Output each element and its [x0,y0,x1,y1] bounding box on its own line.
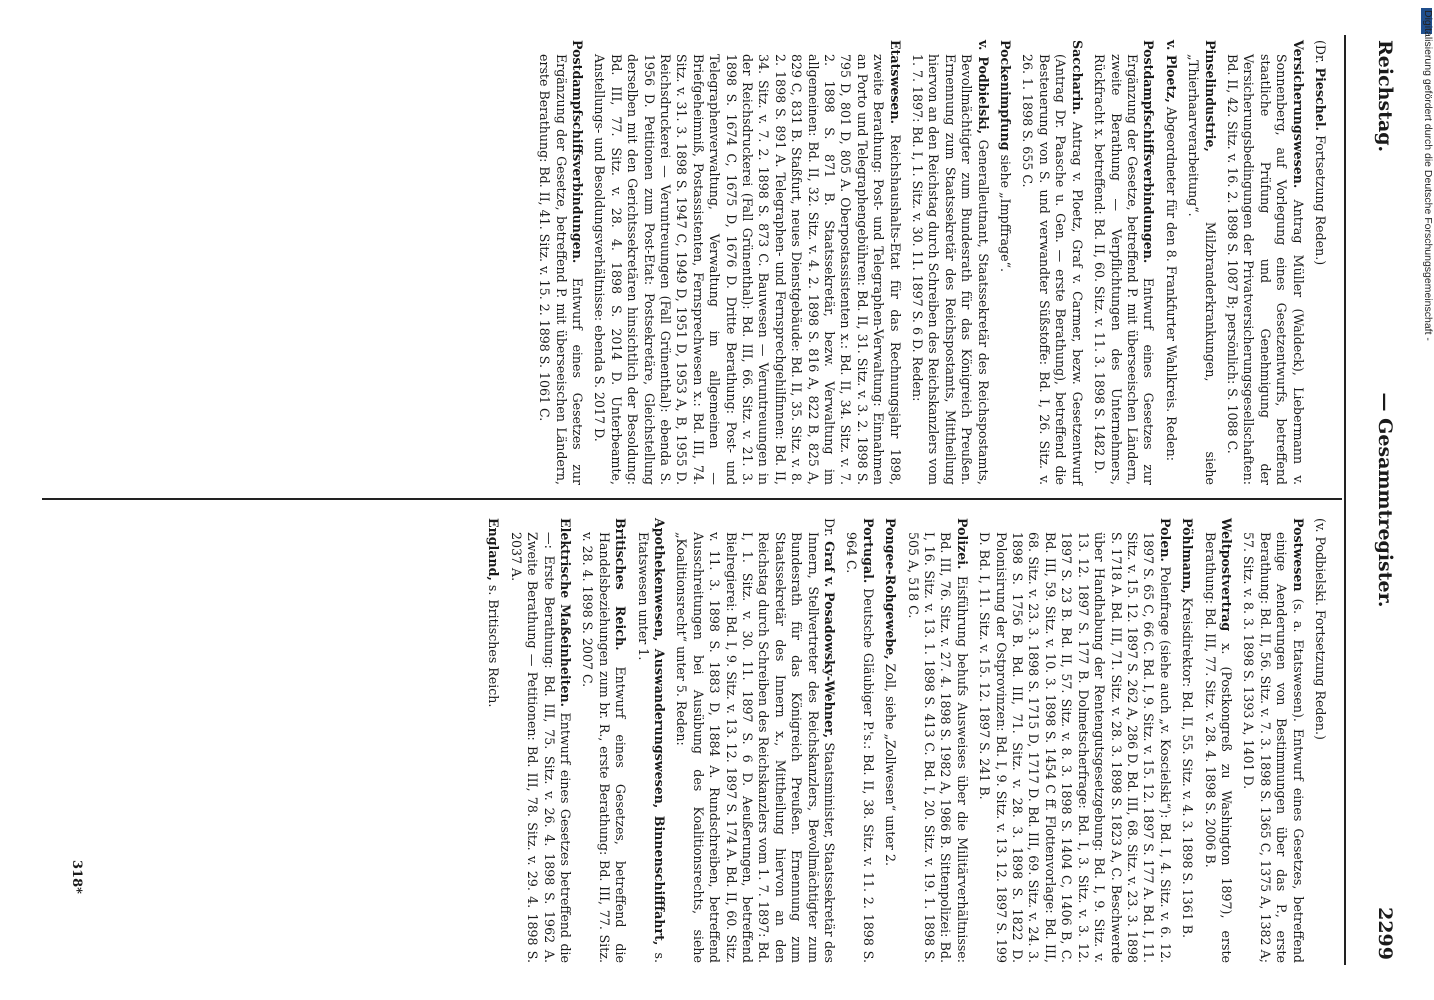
entry-text: Generalleutnant, Staatssekretär des Reichspostamts, Bevollmächtigter zum Bundesrath für das Königreich Preußen. Ernennung zum Staatssekretär des Reichspostamts, Mittheilung hiervon an den Reichstag durch Schreiben des Reichskanzlers vom 1. 7. 1897: Bd. I, 1. Sitz. v. 30. 11. 1897 S. 6 D. Reden: [910,54,991,485]
register-entry [1312,518,1328,963]
entry-text: Antrag Müller (Waldeck), Liebermann v. Sonnenberg, auf Vorlegung eines Gesetzentwurfs, betreffend staatliche Prüfung und Genehmigung der Versicherungsbedingungen der Privatversicherungsgesellschaften: Bd. II, 42. Sitz. v. 16. 2. 1898 S. 1087 B; persönlich: S. 1088 C. [1224,54,1306,485]
entry-text: Deutsche Gläubiger P.'s.: Bd. II, 38. Sitz. v. 11. 2. 1898 S. 964 C. [844,532,876,963]
entry-text: Zoll, siehe „Zollwesen“ unter 2. [883,663,899,866]
register-entry [485,518,501,963]
entry-keyword: Versicherungswesen. [1290,40,1306,189]
register-entry [579,518,628,963]
entry-keyword: Saccharin. [1069,40,1085,115]
register-entry [673,518,837,963]
entry-text: Abgeordneter für den 8. Frankfurter Wahlkreis. Reden: [1163,106,1179,461]
register-entry [536,40,585,485]
register-entry [1179,518,1195,963]
entry-keyword: Weltpostvertrag [1218,518,1234,632]
page-header [1372,40,1412,960]
register-entry [1201,518,1234,963]
entry-keyword: v. Podbielski, [975,40,991,135]
register-entry [904,518,970,963]
side-note-text: Digitalisierung gefördert durch die Deutsche Forschungsgemeinschaft - [1422,10,1434,341]
entry-keyword: Apothekenwesen, Auswanderungswesen, Binnenschifffahrt, [651,518,667,946]
register-entry [882,518,898,963]
entry-text: Entwurf eines Gesetzes zur Ergänzung der Gesetze, betreffend P. mit überseeischen Ländern, erste Berathung: Bd. II, 41. Sitz. v. 15. 2. 1898 S. 1061 C. [537,54,585,485]
right-column [479,518,1328,963]
entry-keyword: Pongee-Rohgewebe, [883,518,899,660]
header-right-title: Gesammtregister. [1374,418,1396,608]
entry-keyword: Postwesen [1290,518,1306,592]
entry-text: Milzbranderkrankungen, siehe „Thierhaarverarbeitung“. [1186,54,1218,485]
register-entry [1091,40,1157,485]
entry-keyword: Britisches Reich. [613,518,629,651]
register-entry [1224,40,1306,485]
register-entry [591,40,903,485]
sheet-mark: 318* [69,860,84,894]
entry-keyword: Postdampfschiffsverbindungen. [569,40,585,264]
entry-text: s. Etatswesen unter 1. [635,532,667,963]
entry-keyword: Etatswesen. [887,40,903,124]
entry-keyword: Polizei. [954,518,970,570]
entry-prefix: (Dr. [1313,40,1328,64]
entry-text: Reichshaushalts-Etat für das Rechnungsjahr 1898, zweite Berathung: Post- und Telegraphen-Verwaltung: Einnahmen an Porto und Telegraphengebühren: Bd. II, 31. Sitz. v. 3. 2. 1898 S. 795 D, 801 D, 805 A. Oberpostassistenten x.: Bd. II, 34. Sitz. v. 7. 2. 1898 S. 871 B. Staatssekretär, bezw. Verwaltung im allgemeinen: Bd. II, 32. Sitz. v. 4. 2. 1898 S. 816 A, 822 B, 825 A, 829 C, 831 B. Staßfurt, neues Dienstgebäude: Bd. II, 35. Sitz. v. 8. 2. 1898 S. 891 A. Telegraphen- und Fernsprechgehilfinnen: Bd. II, 34. Sitz. v. 7. 2. 1898 S. 873 C. Bauwesen — Veruntreuungen in der Reichsdruckerei (Fall Grünenthal): Bd. III, 66. Sitz. v. 21. 3. 1898 S. 1674 C, 1675 D, 1676 D. Dritte Berathung: Post- und Telegraphenverwaltung, Verwaltung im allgemeinen — Briefgeheimniß, Postassistenten, Fernsprechwesen x.: Bd. III, 74. Sitz. v. 31. 3. 1898 S. 1947 C, 1949 D, 1951 D, 1953 A, B, 1955 D. Reichsdruckerei — Veruntreuungen (Fall Grünenthal): ebenda S. 1956 D. Petitionen zum Post-Etat: Postsekretäre, Gleichstellung derselben mit den Gerichtssekretären hinsichtlich der Besoldung: Bd. III, 77. Sitz. v. 28. 4. 1898 S. 2014 D. Unterbeamte, Anstellungs- und Besoldungsverhältnisse: ebenda S. 2017 D. [592,54,903,485]
entry-keyword: v. Ploetz, [1163,40,1179,103]
entry-keyword: Pöhlmann, [1180,518,1196,594]
entry-text: Polenfrage (siehe auch „v. Koscielski“): Bd. I, 4. Sitz. v. 6. 12. 1897 S. 65 C, 66 C. Bd. I, 9. Sitz. v. 15. 12. 1897 S. 177 A. Bd. I, 11. Sitz. v. 15. 12. 1897 S. 262 A, 286 D. Bd. III, 68. Sitz. v. 23. 3. 1898 S. 1718 A. Bd. III, 71. Sitz. v. 28. 3. 1898 S. 1823 A, C. Beschwerde über Handhabung der Rentengutsgesetzgebung: Bd. I, 9. Sitz. v. 13. 12. 1897 S. 177 B. Dolmetscherfrage: Bd. I, 3. Sitz. v. 3. 12. 1897 S. 23 B. Bd. II, 57. Sitz. v. 8. 3. 1898 S. 1404 C, 1406 B, C. Bd. III, 59. Sitz. v. 10. 3. 1898 S. 1454 C ff. Flottenvorlage: Bd. III, 68. Sitz. v. 23. 3. 1898 S. 1715 D, 1717 D. Bd. III, 69. Sitz. v. 24. 3. 1898 S. 1756 B. Bd. III, 71. Sitz. v. 28. 3. 1898 S. 1822 D. Polonisirung der Ostprovinzen: Bd. I, 9. Sitz. v. 13. 12. 1897 S. 199 D. Bd. I, 11. Sitz. v. 15. 12. 1897 S. 241 B. [977,532,1173,963]
entry-keyword: Pockenimpfung [998,40,1014,151]
header-dash: — [1374,392,1396,412]
entry-text: Fortsetzung Reden.) [1313,609,1328,740]
register-entry [1185,40,1218,485]
header-center [1374,40,1396,960]
entry-text: (s. a. Etatswesen). Entwurf eines Gesetzes, betreffend einige Aenderungen von Bestimmungen über das P., erste Berathung: Bd. II, 56. Sitz. v. 7. 3. 1898 S. 1365 C, 1375 A, 1382 A; 57. Sitz. v. 8. 3. 1898 S. 1393 A, 1401 D. [1241,532,1306,963]
column-divider [42,498,1342,500]
entry-keyword: Pinselindustrie, [1202,40,1218,152]
header-left: Reichstag. [1374,40,1396,153]
entry-text: Fortsetzung Reden.) [1313,135,1328,266]
entry-keyword: Pieschel. [1313,67,1328,132]
rotated-register-page [12,0,1412,1000]
entry-prefix: (v. Podbielski. [1313,518,1328,606]
entry-text: Kreisdirektor: Bd. II, 55. Sitz. v. 4. 3. 1898 S. 1361 B. [1180,597,1196,939]
register-entry [1312,40,1328,485]
page-number: 2299 [1374,907,1396,960]
entry-keyword: Postdampfschiffsverbindungen. [1141,40,1157,264]
side-note [1420,10,1434,1000]
entry-keyword: Portugal. [860,518,876,584]
left-column [530,40,1328,485]
header-rule [1344,35,1346,965]
entry-text: Antrag v. Ploetz, Graf v. Carmer, bezw. Gesetzentwurf (Antrag Dr. Paasche u. Gen. — erste Berathung), betreffend die Besteuerung von S. und verwandter Süßstoffe: Bd. I, 26. Sitz. v. 26. 1. 1898 S. 655 C. [1020,54,1085,485]
entry-text: Staatsminister, Staatssekretär des Innern, Stellvertreter des Reichskanzlers, Bevollmächtigter zum Bundesrath für das Königreich Preußen. Ernennung zum Staatssekretär des Innern x., Mittheilung hiervon an den Reichstag durch Schreiben des Reichskanzlers vom 1. 7. 1897: Bd. I, 1. Sitz. v. 30. 11. 1897 S. 6 D. Aeußerungen, betreffend Bielregierei: Bd. I, 9. Sitz. v. 13. 12. 1897 S. 174 A. Bd. II, 60. Sitz. v. 11. 3. 1898 S. 1883 D, 1884 A. Rundschreiben, betreffend Ausschreitungen bei Ausübung des Koalitionsrechts, siehe „Koalitionsrecht“ unter 5. Reden: [674,532,838,963]
entry-keyword: Graf v. Posadowsky-Wehner, [822,541,838,739]
entry-text: Eisführung behufs Ausweises über die Militärverhältnisse: Bd. III, 76. Sitz. v. 27. 4. 1898 S. 1982 A, 1986 B. Sittenpolizei: Bd. I, 16. Sitz. v. 13. 1. 1898 S. 413 C. Bd. I, 20. Sitz. v. 19. 1. 1898 S. 505 A, 518 C. [905,532,970,963]
entry-text: Entwurf eines Gesetzes, betreffend die Handelsbeziehungen zum br. R., erste Berathung: Bd. III, 77. Sitz. v. 28. 4. 1898 S. 2007 C. [580,532,629,963]
entry-text: s. Britisches Reich. [486,584,502,708]
register-entry [997,40,1013,485]
entry-prefix: Dr. [822,518,838,537]
entry-keyword: Polen. [1157,518,1173,562]
register-entry [909,40,991,485]
entry-text: x. (Postkongreß zu Washington 1897), erste Berathung: Bd. III, 77. Sitz. v. 28. 4. 1898 S. 2006 B. [1202,532,1234,963]
entry-keyword: England, [486,518,502,581]
register-entry [1240,518,1306,963]
entry-keyword: Elektrische Maßeinheiten. [557,518,573,708]
entry-text: Entwurf eines Gesetzes zur Ergänzung der Gesetze, betreffend P. mit überseeischen Ländern, zweite Berathung — Verpflichtungen des Unternehmers, Rückfracht x. betreffend: Bd. II, 60. Sitz. v. 11. 3. 1898 S. 1482 D. [1092,54,1157,485]
register-entry [634,518,667,963]
entry-text: siehe „Impffrage“. [998,154,1014,273]
register-entry [976,518,1173,963]
register-entry [1019,40,1085,485]
entry-text: Entwurf eines Gesetzes betreffend die —: Erste Berathung: Bd. III, 75. Sitz. v. 26. 4. 1898 S. 1962 A. Zweite Berathung — Petitionen: Bd. III, 78. Sitz. v. 29. 4. 1898 S. 2037 A. [508,532,573,963]
register-entry [843,518,876,963]
register-entry [1162,40,1178,485]
register-entry [507,518,573,963]
